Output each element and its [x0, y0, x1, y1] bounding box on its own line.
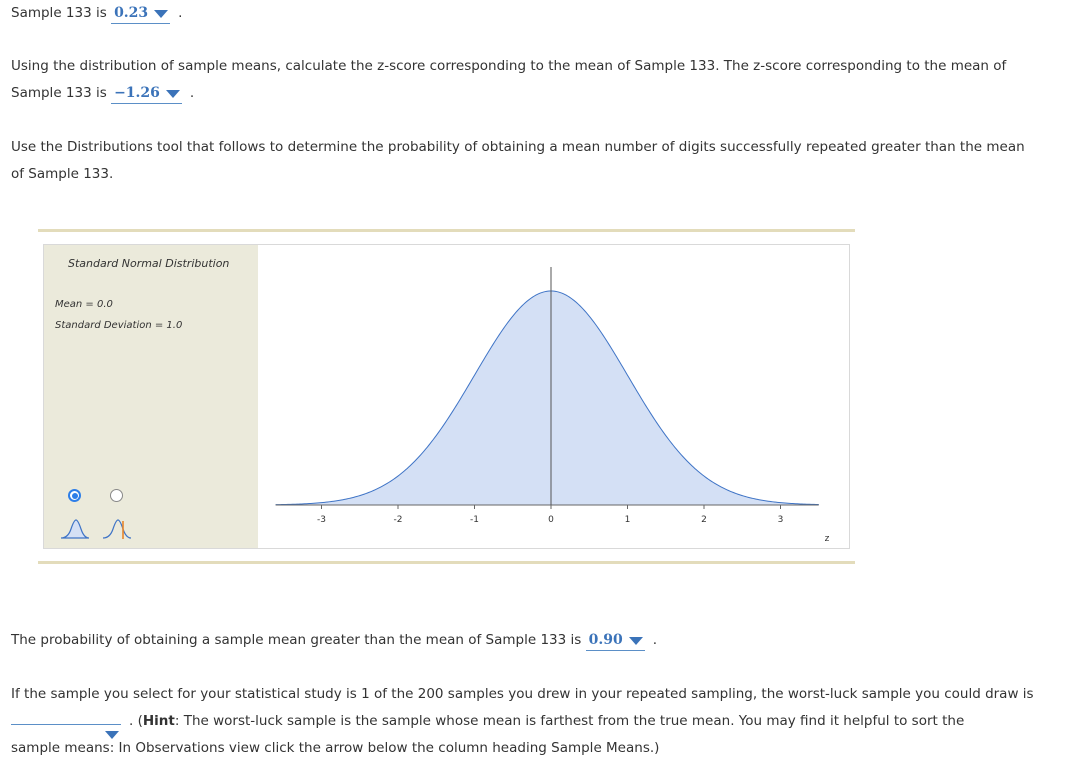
chevron-down-icon [629, 637, 643, 645]
cutoff-curve-icon[interactable] [102, 517, 132, 541]
sd-label: Standard Deviation = 1.0 [55, 320, 183, 331]
worst-luck-text-c: sample means: In Observations view click the arrow below the column heading Sample Means.) [11, 740, 660, 756]
distribution-area [276, 291, 819, 505]
sample-133-mean-line: Sample 133 is 0.23 . [11, 0, 182, 27]
chevron-down-icon [105, 731, 119, 739]
hint-label: Hint [142, 713, 175, 729]
tool-title: Standard Normal Distribution [68, 257, 230, 270]
chevron-down-icon [154, 10, 168, 18]
tool-bottom-rule [38, 561, 855, 564]
normal-mode-radio[interactable] [68, 489, 81, 502]
instructions-text-a: Use the Distributions tool that follows to determine the probability of obtaining a mean number of digits successfully repeated greater than the mean [11, 139, 1025, 155]
chevron-down-icon [166, 90, 180, 98]
z-score-text-a: Using the distribution of sample means, calculate the z-score corresponding to the mean of Sample 133. The z-score corresponding to the mean of [11, 58, 1007, 74]
distributions-instructions [11, 134, 1025, 188]
line1-prefix: Sample 133 is [11, 5, 107, 21]
z-score-question: Using the distribution of sample means, calculate the z-score corresponding to the mean of Sample 133. The z-score corresponding to the mean of Sample 133 is −1.26 . [11, 53, 1006, 107]
hint-text: : The worst-luck sample is the sample whose mean is farthest from the true mean. You may find it helpful to sort the [174, 713, 965, 729]
probability-line: The probability of obtaining a sample mean greater than the mean of Sample 133 is 0.90 . [11, 627, 657, 654]
z-score-dropdown[interactable] [111, 83, 182, 104]
x-tick-label: -1 [470, 515, 479, 525]
probability-dropdown[interactable] [586, 630, 645, 651]
instructions-text-b: of Sample 133. [11, 166, 114, 182]
sample-mean-value: 0.23 [114, 5, 149, 21]
worst-luck-dropdown[interactable] [11, 724, 121, 725]
x-tick-label: 0 [548, 515, 554, 525]
x-tick-label: 3 [777, 515, 784, 525]
x-tick-label: -3 [317, 515, 326, 525]
probability-value: 0.90 [588, 632, 623, 648]
normal-distribution-chart[interactable] [258, 245, 848, 548]
z-score-text-b: Sample 133 is [11, 85, 107, 101]
worst-luck-question: If the sample you select for your statistical study is 1 of the 200 samples you drew in your repeated sampling, the worst-luck sample you could draw is . (Hint: The worst-luck sample is the sample whose mean is farthest from the true mean. You may find it helpful to sort the sample means: In Observations view click the arrow below the column heading Sample Means.) [11, 681, 1034, 762]
cutoff-mode-radio[interactable] [110, 489, 123, 502]
mean-label: Mean = 0.0 [55, 299, 113, 310]
distributions-tool [43, 244, 850, 549]
z-score-value: −1.26 [114, 85, 160, 101]
sample-mean-dropdown[interactable] [111, 3, 170, 24]
x-axis-label: z [824, 534, 830, 544]
x-tick-label: 1 [624, 515, 631, 525]
x-tick-label: -2 [393, 515, 403, 525]
probability-prefix: The probability of obtaining a sample mean greater than the mean of Sample 133 is [11, 632, 582, 648]
tool-side-panel [44, 245, 258, 548]
x-tick-label: 2 [701, 515, 707, 525]
tool-top-rule [38, 229, 855, 232]
normal-curve-icon[interactable] [60, 517, 90, 541]
worst-luck-text-a: If the sample you select for your statistical study is 1 of the 200 samples you drew in your repeated sampling, the worst-luck sample you could draw is [11, 686, 1034, 702]
